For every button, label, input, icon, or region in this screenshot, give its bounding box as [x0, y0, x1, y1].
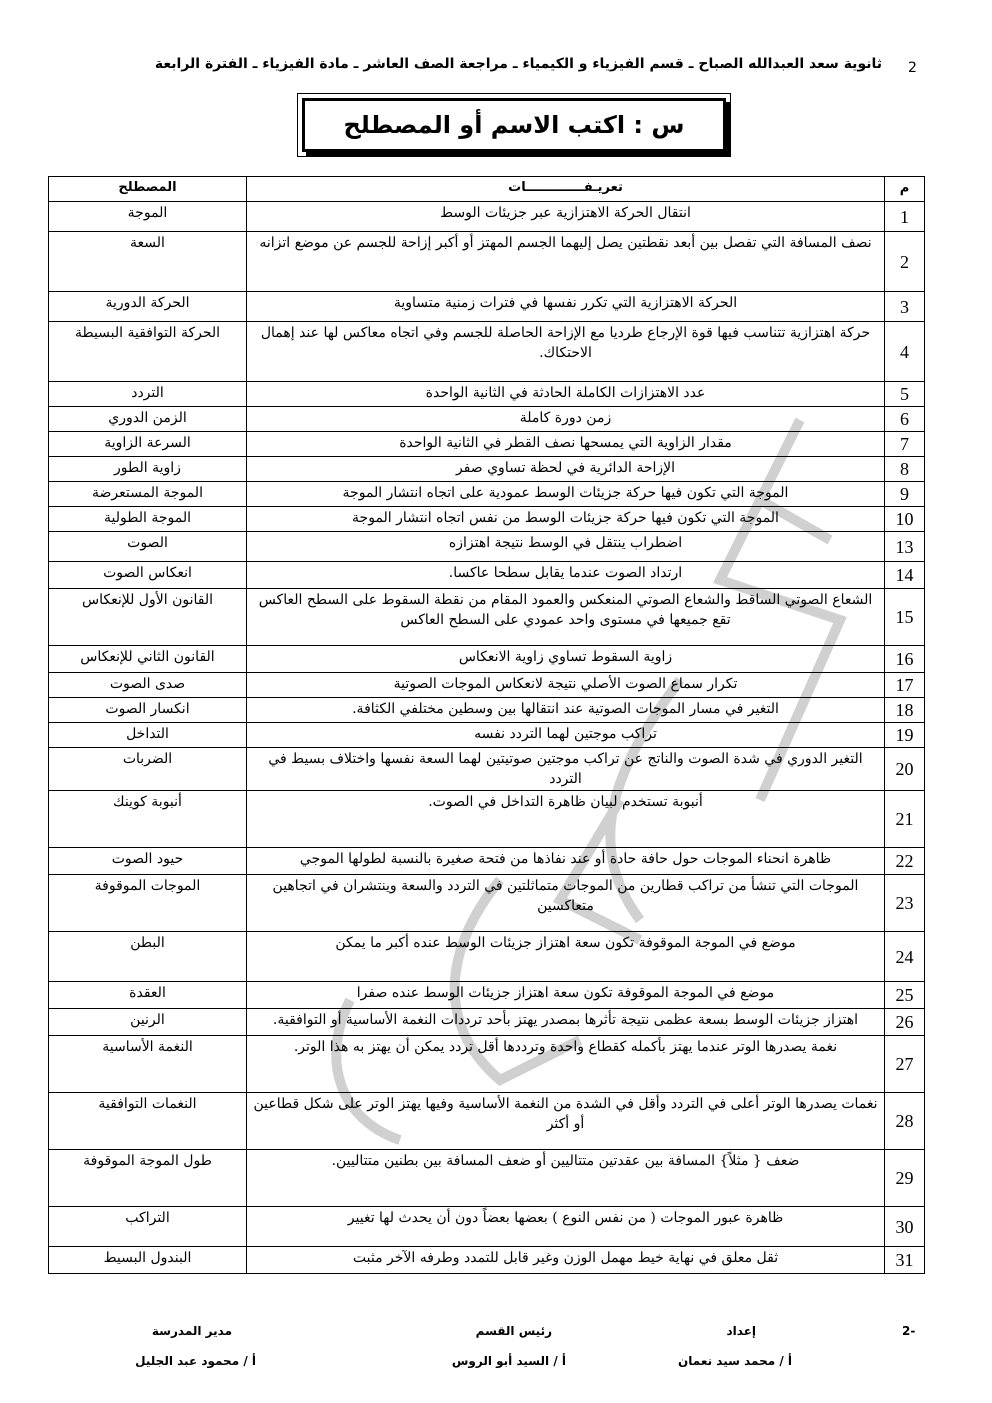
row-term: التراكب — [49, 1207, 247, 1247]
row-number: 2 — [885, 232, 925, 292]
row-definition: ظاهرة عبور الموجات ( من نفس النوع ) بعضها بعضاً دون أن يحدث لها تغيير — [247, 1207, 885, 1247]
table-row — [49, 382, 925, 407]
table-body — [49, 202, 925, 1274]
row-number: 21 — [885, 791, 925, 848]
row-term: انعكاس الصوت — [49, 562, 247, 589]
row-number: 16 — [885, 646, 925, 673]
row-definition: الإزاحة الدائرية في لحظة تساوي صفر — [247, 457, 885, 482]
table-row — [49, 982, 925, 1009]
row-number: 19 — [885, 723, 925, 748]
row-definition: موضع في الموجة الموقوفة تكون سعة اهتزاز جزيئات الوسط عنده صفرا — [247, 982, 885, 1009]
row-term: الضربات — [49, 748, 247, 791]
row-term: التردد — [49, 382, 247, 407]
table-row — [49, 507, 925, 532]
row-term: النغمات التوافقية — [49, 1093, 247, 1150]
row-number: 7 — [885, 432, 925, 457]
row-number: 29 — [885, 1150, 925, 1207]
row-term: البطن — [49, 932, 247, 982]
row-term: انكسار الصوت — [49, 698, 247, 723]
row-definition: انتقال الحركة الاهتزازية عبر جزيئات الوسط — [247, 202, 885, 232]
row-definition: أنبوبة تستخدم لبيان ظاهرة التداخل في الصوت. — [247, 791, 885, 848]
table-row — [49, 748, 925, 791]
row-term: طول الموجة الموقوفة — [49, 1150, 247, 1207]
row-number: 4 — [885, 322, 925, 382]
row-number: 30 — [885, 1207, 925, 1247]
row-definition: نغمات يصدرها الوتر أعلى في التردد وأقل في الشدة من النغمة الأساسية وفيها يهتز الوتر على شكل قطاعين أو أكثر — [247, 1093, 885, 1150]
row-term: الرنين — [49, 1009, 247, 1036]
row-term: السرعة الزاوية — [49, 432, 247, 457]
row-number: 27 — [885, 1036, 925, 1093]
row-definition: موضع في الموجة الموقوفة تكون سعة اهتزاز جزيئات الوسط عنده أكبر ما يمكن — [247, 932, 885, 982]
row-definition: مقدار الزاوية التي يمسحها نصف القطر في الثانية الواحدة — [247, 432, 885, 457]
footer-prepared-label: إعداد — [726, 1324, 756, 1338]
row-definition: عدد الاهتزازات الكاملة الحادثة في الثانية الواحدة — [247, 382, 885, 407]
row-term: العقدة — [49, 982, 247, 1009]
row-definition: الحركة الاهتزازية التي تكرر نفسها في فترات زمنية متساوية — [247, 292, 885, 322]
table-row — [49, 875, 925, 932]
row-definition: حركة اهتزازية تتناسب فيها قوة الإرجاع طرديا مع الإزاحة الحاصلة للجسم وفي اتجاه معاكس لها عند إهمال الاحتكاك. — [247, 322, 885, 382]
row-term: حيود الصوت — [49, 848, 247, 875]
header-definition: تعريـفـــــــــــــات — [247, 177, 885, 202]
row-term: القانون الأول للإنعكاس — [49, 589, 247, 646]
footer-head-label: رئيس القسم — [475, 1324, 552, 1338]
row-number: 24 — [885, 932, 925, 982]
row-number: 28 — [885, 1093, 925, 1150]
row-number: 8 — [885, 457, 925, 482]
row-definition: نصف المسافة التي تفصل بين أبعد نقطتين يصل إليهما الجسم المهتز أو أكبر إزاحة للجسم عن موضع اتزانه — [247, 232, 885, 292]
table-row — [49, 1247, 925, 1274]
row-definition: التغير في مسار الموجات الصوتية عند انتقالها بين وسطين مختلفي الكثافة. — [247, 698, 885, 723]
header-term: المصطلح — [49, 177, 247, 202]
row-term: أنبوبة كوينك — [49, 791, 247, 848]
row-number: 5 — [885, 382, 925, 407]
row-term: زاوية الطور — [49, 457, 247, 482]
row-number: 18 — [885, 698, 925, 723]
row-term: الحركة الدورية — [49, 292, 247, 322]
table-row — [49, 673, 925, 698]
table-row — [49, 1009, 925, 1036]
table-row — [49, 407, 925, 432]
table-row — [49, 589, 925, 646]
table-row — [49, 646, 925, 673]
header-page-number: 2 — [908, 60, 917, 76]
row-definition: نغمة يصدرها الوتر عندما يهتز بأكمله كقطاع واحدة وترددها أقل تردد يمكن أن يهتز به هذا الوتر. — [247, 1036, 885, 1093]
question-title-box — [297, 93, 731, 157]
table-row — [49, 1150, 925, 1207]
table-row — [49, 432, 925, 457]
row-number: 31 — [885, 1247, 925, 1274]
header-num: م — [885, 177, 925, 202]
page-header — [0, 56, 992, 80]
table-row — [49, 848, 925, 875]
row-definition: الموجة التي تكون فيها حركة جزيئات الوسط عمودية على اتجاه انتشار الموجة — [247, 482, 885, 507]
row-term: الموجة المستعرضة — [49, 482, 247, 507]
table-row — [49, 322, 925, 382]
row-number: 13 — [885, 532, 925, 562]
row-definition: الموجة التي تكون فيها حركة جزيئات الوسط من نفس اتجاه انتشار الموجة — [247, 507, 885, 532]
row-term: الحركة التوافقية البسيطة — [49, 322, 247, 382]
table-row — [49, 292, 925, 322]
row-definition: تكرار سماع الصوت الأصلي نتيجة لانعكاس الموجات الصوتية — [247, 673, 885, 698]
header-title: ثانوية سعد العبدالله الصباح ـ قسم الفيزياء و الكيمياء ـ مراجعة الصف العاشر ـ مادة الفيزياء ـ الفترة الرابعة — [154, 56, 882, 72]
row-term: البندول البسيط — [49, 1247, 247, 1274]
table-row — [49, 1093, 925, 1150]
footer-head-name: أ / السيد أبو الروس — [451, 1354, 566, 1368]
row-definition: ارتداد الصوت عندما يقابل سطحا عاكسا. — [247, 562, 885, 589]
row-term: القانون الثاني للإنعكاس — [49, 646, 247, 673]
table-row — [49, 532, 925, 562]
row-term: الموجة — [49, 202, 247, 232]
question-title: س : اكتب الاسم أو المصطلح — [302, 98, 726, 152]
row-term: النغمة الأساسية — [49, 1036, 247, 1093]
table-row — [49, 562, 925, 589]
row-term: الموجات الموقوفة — [49, 875, 247, 932]
table-row — [49, 723, 925, 748]
row-term: الموجة الطولية — [49, 507, 247, 532]
row-definition: ظاهرة انحناء الموجات حول حافة حادة أو عند نفاذها من فتحة صغيرة بالنسبة لطولها الموجي — [247, 848, 885, 875]
row-term: الزمن الدوري — [49, 407, 247, 432]
footer-prepared-name: أ / محمد سيد نعمان — [678, 1354, 792, 1368]
table-row — [49, 791, 925, 848]
row-definition: اضطراب ينتقل في الوسط نتيجة اهتزازه — [247, 532, 885, 562]
table-row — [49, 932, 925, 982]
row-definition: الموجات التي تنشأ من تراكب قطارين من الموجات متماثلتين في التردد والسعة وينتشران في اتجاهين متعاكسين — [247, 875, 885, 932]
row-number: 3 — [885, 292, 925, 322]
row-number: 14 — [885, 562, 925, 589]
table-row — [49, 482, 925, 507]
table-row — [49, 457, 925, 482]
row-number: 15 — [885, 589, 925, 646]
row-definition: زمن دورة كاملة — [247, 407, 885, 432]
row-definition: ثقل معلق في نهاية خيط مهمل الوزن وغير قابل للتمدد وطرفه الآخر مثبت — [247, 1247, 885, 1274]
row-number: 10 — [885, 507, 925, 532]
row-definition: اهتزاز جزيئات الوسط بسعة عظمى نتيجة تأثرها بمصدر يهتز بأحد ترددات النغمة الأساسية أو التوافقية. — [247, 1009, 885, 1036]
row-number: 1 — [885, 202, 925, 232]
row-number: 25 — [885, 982, 925, 1009]
row-term: الصوت — [49, 532, 247, 562]
footer-page-number: 2- — [902, 1324, 916, 1338]
table-row — [49, 1207, 925, 1247]
page-footer — [0, 1322, 992, 1382]
table-header-row — [49, 177, 925, 202]
terms-table — [48, 176, 925, 1274]
table-row — [49, 1036, 925, 1093]
footer-principal-name: أ / محمود عبد الجليل — [135, 1354, 256, 1368]
row-number: 17 — [885, 673, 925, 698]
row-term: السعة — [49, 232, 247, 292]
row-number: 23 — [885, 875, 925, 932]
row-term: التداخل — [49, 723, 247, 748]
row-term: صدى الصوت — [49, 673, 247, 698]
footer-principal-label: مدير المدرسة — [151, 1324, 232, 1338]
row-definition: زاوية السقوط تساوي زاوية الانعكاس — [247, 646, 885, 673]
row-definition: الشعاع الصوتي الساقط والشعاع الصوتي المنعكس والعمود المقام من نقطة السقوط على السطح العاكس تقع جميعها في مستوى واحد عمودي على السطح العاكس — [247, 589, 885, 646]
table-row — [49, 232, 925, 292]
table-row — [49, 202, 925, 232]
row-definition: ضعف { مثلاً} المسافة بين عقدتين متتاليين أو ضعف المسافة بين بطنين متتاليين. — [247, 1150, 885, 1207]
row-number: 22 — [885, 848, 925, 875]
row-number: 26 — [885, 1009, 925, 1036]
row-number: 20 — [885, 748, 925, 791]
row-number: 9 — [885, 482, 925, 507]
row-number: 6 — [885, 407, 925, 432]
row-definition: تراكب موجتين لهما التردد نفسه — [247, 723, 885, 748]
table-row — [49, 698, 925, 723]
row-definition: التغير الدوري في شدة الصوت والناتج عن تراكب موجتين صوتيتين لهما السعة نفسها واختلاف بسيط في التردد — [247, 748, 885, 791]
